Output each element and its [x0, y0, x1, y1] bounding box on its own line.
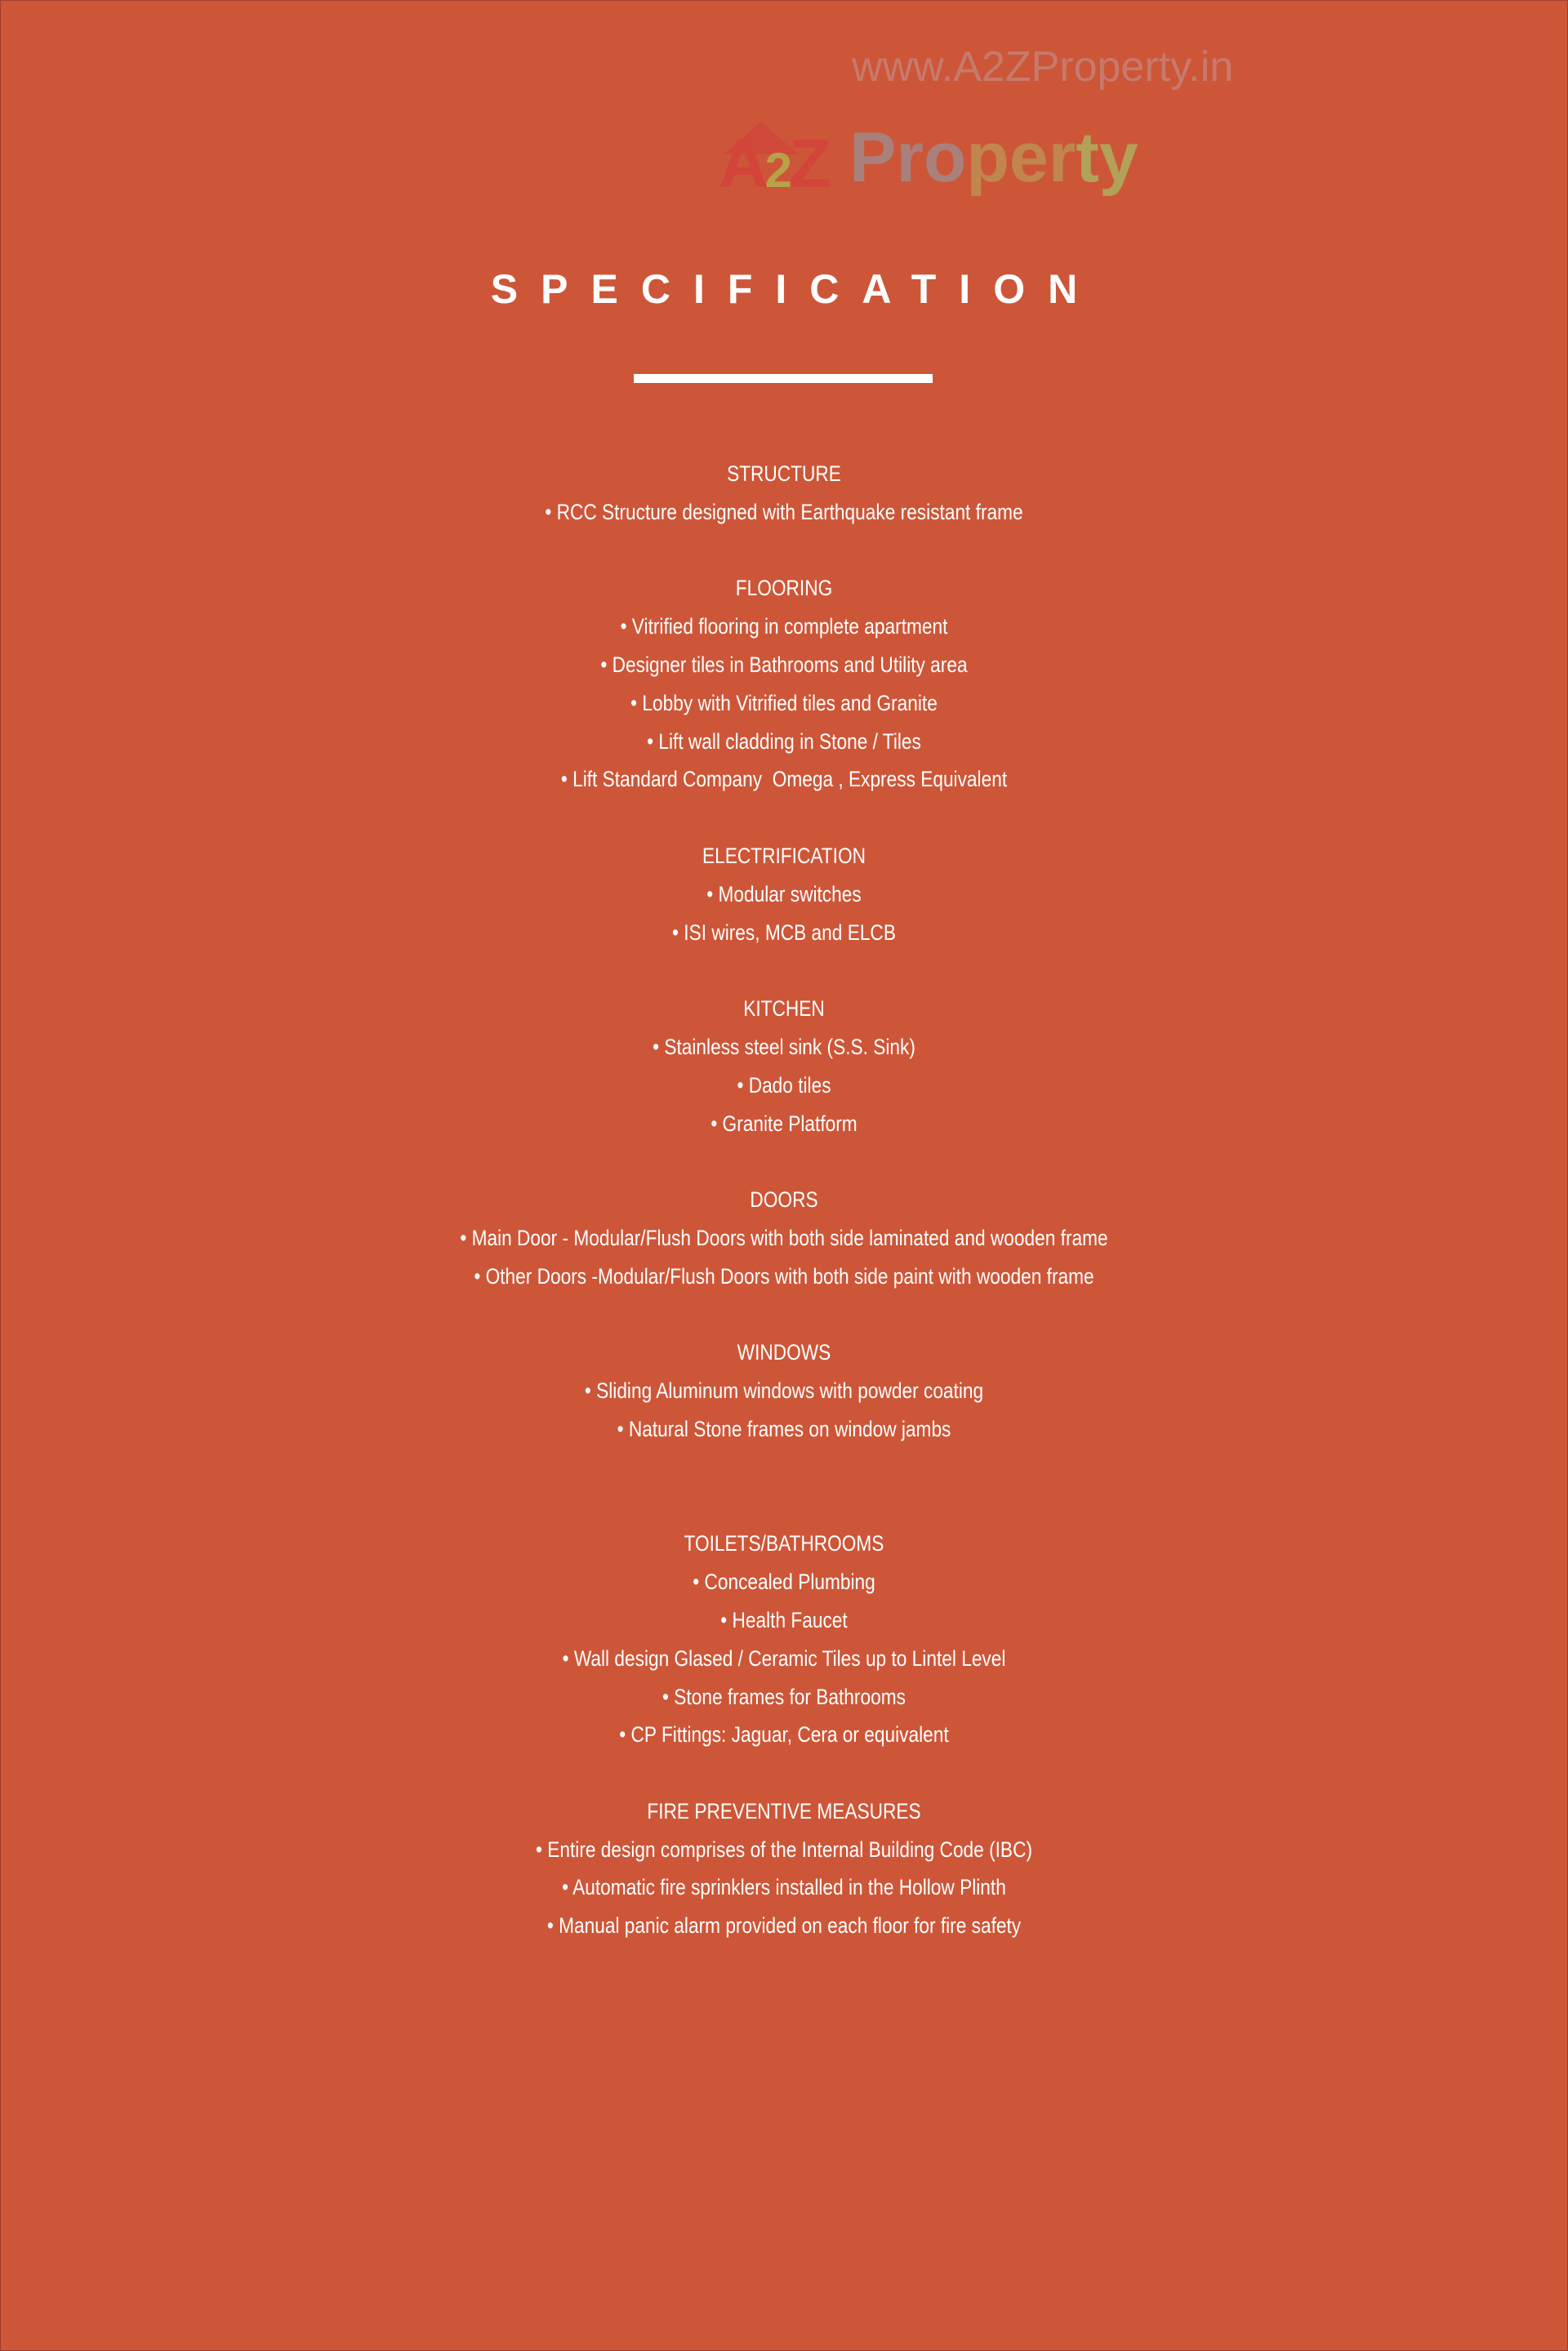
- section-heading: TOILETS/BATHROOMS: [684, 1531, 884, 1556]
- section-kitchen: [0, 990, 1568, 1142]
- logo-word-part-2: per: [966, 118, 1076, 197]
- section-toilets-bathrooms: [0, 1525, 1568, 1754]
- watermark-url: www.A2ZProperty.in: [852, 43, 1234, 91]
- page-title: SPECIFICATION: [490, 266, 1101, 312]
- section-electrification: [0, 837, 1568, 951]
- spec-item: • Manual panic alarm provided on each floor for fire safety: [546, 1913, 1022, 1939]
- section-heading: DOORS: [750, 1187, 818, 1213]
- watermark-logo: [719, 113, 1138, 203]
- section-flooring: [0, 569, 1568, 799]
- spec-item: • Lift wall cladding in Stone / Tiles: [647, 728, 921, 754]
- section-structure: [0, 455, 1568, 532]
- logo-word-part-1: Pro: [849, 118, 967, 197]
- spec-item: • Entire design comprises of the Internal Building Code (IBC): [535, 1837, 1033, 1862]
- section-heading: KITCHEN: [743, 996, 825, 1022]
- spec-item: • Dado tiles: [737, 1072, 831, 1098]
- spec-item: • Automatic fire sprinklers installed in the Hollow Plinth: [562, 1875, 1006, 1900]
- spec-item: • Wall design Glased / Ceramic Tiles up to Lintel Level: [562, 1645, 1006, 1671]
- spec-item: • Sliding Aluminum windows with powder coating: [584, 1378, 984, 1404]
- spec-item: • Other Doors -Modular/Flush Doors with both side paint with wooden frame: [474, 1263, 1094, 1289]
- logo-letter-2: 2: [764, 143, 790, 198]
- logo-letter-a: A: [719, 125, 765, 202]
- section-heading: WINDOWS: [737, 1340, 831, 1365]
- spec-content: [0, 455, 1568, 1945]
- spec-item: • Granite Platform: [710, 1111, 858, 1136]
- section-heading: ELECTRIFICATION: [702, 843, 866, 868]
- logo-wordmark: [849, 117, 1138, 198]
- spec-item: • Lift Standard Company Omega , Express Equivalent: [560, 767, 1008, 792]
- section-heading: FLOORING: [735, 576, 833, 601]
- section-heading: STRUCTURE: [727, 461, 841, 486]
- title-underline: [634, 374, 933, 383]
- logo-word-part-3: ty: [1076, 118, 1138, 197]
- section-windows: [0, 1334, 1568, 1448]
- spec-item: • Concealed Plumbing: [693, 1570, 875, 1595]
- logo-letter-z: Z: [789, 125, 828, 202]
- spec-item: • Stainless steel sink (S.S. Sink): [653, 1034, 915, 1059]
- spec-item: • Designer tiles in Bathrooms and Utility area: [600, 652, 968, 677]
- spec-item: • Main Door - Modular/Flush Doors with both side laminated and wooden frame: [460, 1225, 1108, 1250]
- logo-house-icon: [719, 117, 841, 202]
- spec-item: • Stone frames for Bathrooms: [662, 1684, 906, 1709]
- spec-item: • ISI wires, MCB and ELCB: [672, 919, 896, 945]
- section-fire-preventive-measures: [0, 1792, 1568, 1945]
- spec-item: • Modular switches: [706, 881, 862, 906]
- spec-item: • RCC Structure designed with Earthquake resistant frame: [545, 499, 1023, 524]
- spec-item: • CP Fittings: Jaguar, Cera or equivalent: [619, 1722, 949, 1748]
- spec-item: • Vitrified flooring in complete apartment: [620, 614, 948, 639]
- spec-item: • Health Faucet: [720, 1607, 848, 1632]
- logo-letters: [719, 127, 827, 207]
- spec-item: • Natural Stone frames on window jambs: [617, 1416, 951, 1441]
- section-doors: [0, 1181, 1568, 1295]
- section-heading: FIRE PREVENTIVE MEASURES: [647, 1798, 921, 1823]
- spec-item: • Lobby with Vitrified tiles and Granite: [630, 690, 938, 715]
